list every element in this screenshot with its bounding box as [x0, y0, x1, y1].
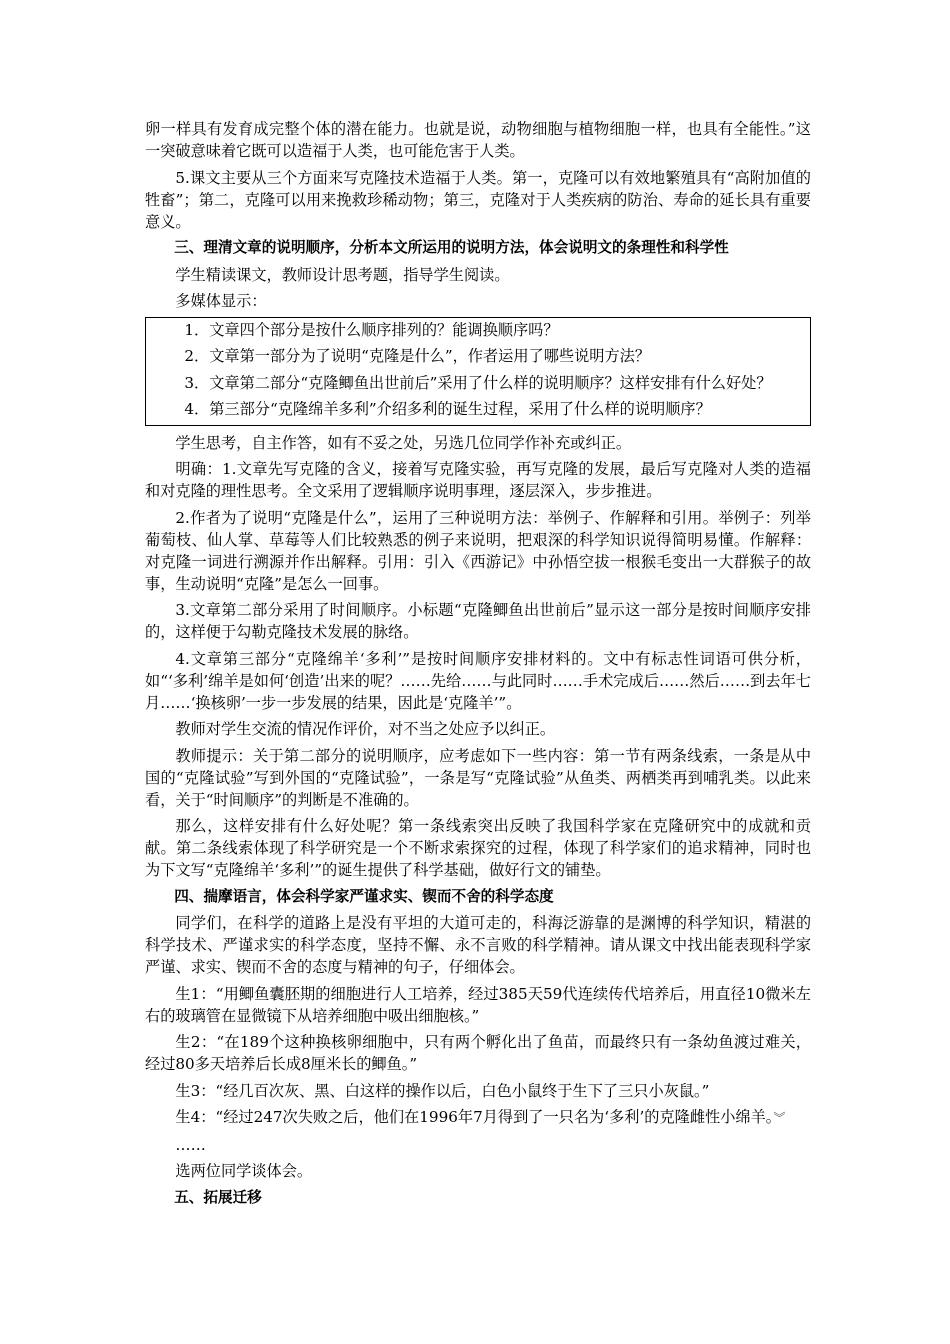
paragraph: 学生思考，自主作答，如有不妥之处，另选几位同学作补充或纠正。 — [175, 433, 632, 452]
document-page — [145, 118, 811, 1213]
paragraph: 4.文章第三部分“克隆绵羊‘多利’”是按时间顺序安排材料的。文中有标志性词语可供分析，如“‘多利’绵羊是如何‘创造’出来的呢？……先给……与此同时……手术完成后……然后……到去年七月……‘换核卵’一步一步发展的结果，因此是‘克隆羊’”。 — [145, 649, 811, 712]
paragraph: 那么，这样安排有什么好处呢？第一条线索突出反映了我国科学家在克隆研究中的成就和贡献。第二条线索体现了科学研究是一个不断求索探究的过程，体现了科学家们的追求精神，同时也为下文写“克隆绵羊‘多利’”的诞生提供了科学基础，做好行文的铺垫。 — [145, 817, 811, 879]
section-heading-5: 五、拓展迁移 — [174, 1188, 262, 1206]
box-question: 4．第三部分“克隆绵羊多利”介绍多利的诞生过程，采用了什么样的说明顺序？ — [184, 400, 711, 418]
paragraph: 3.文章第二部分采用了时间顺序。小标题“克隆鲫鱼出世前后”显示这一部分是按时间顺序安排的，这样便于勾勒克隆技术发展的脉络。 — [145, 601, 811, 641]
paragraph: 生1：“用鲫鱼囊胚期的细胞进行人工培养，经过385天59代连续传代培养后，用直径10微米左右的玻璃管在显微镜下从培养细胞中吸出细胞核。” — [145, 984, 811, 1025]
paragraph: 卵一样具有发育成完整个体的潜在能力。也就是说，动物细胞与植物细胞一样，也具有全能性。”这一突破意味着它既可以造福于人类，也可能危害于人类。 — [145, 120, 811, 160]
box-question: 2．文章第一部分为了说明“克隆是什么”，作者运用了哪些说明方法？ — [184, 347, 651, 365]
multimedia-question-box — [145, 317, 811, 426]
paragraph — [145, 1106, 811, 1129]
paragraph: 教师提示：关于第二部分的说明顺序，应考虑如下一些内容：第一节有两条线索，一条是从中国的“克隆试验”写到外国的“克隆试验”，一条是写“克隆试验”从鱼类、两栖类再到哺乳类。以此来看，关于“时间顺序”的判断是不准确的。 — [145, 746, 811, 809]
paragraph: 生2：“在189个这种换核卵细胞中，只有两个孵化出了鱼苗，而最终只有一条幼鱼渡过难关，经过80多天培养后长成8厘米长的鲫鱼。” — [145, 1033, 811, 1073]
paragraph: 多媒体显示： — [175, 292, 267, 310]
box-question: 3．文章第二部分“克隆鲫鱼出世前后”采用了什么样的说明顺序？这样安排有什么好处？ — [184, 373, 772, 392]
paragraph: 生3：“经几百次灰、黑、白这样的操作以后，白色小鼠终于生下了三只小灰鼠。” — [175, 1081, 710, 1100]
paragraph: 明确：1.文章先写克隆的含义，接着写克隆实验，再写克隆的发展，最后写克隆对人类的造福和对克隆的理性思考。全文采用了逻辑顺序说明事理，逐层深入，步步推进。 — [145, 460, 811, 500]
paragraph: 学生精读课文，教师设计思考题，指导学生阅读。 — [175, 265, 510, 284]
section-heading-3: 三、理清文章的说明顺序，分析本文所运用的说明方法，体会说明文的条理性和科学性 — [174, 239, 729, 256]
section-heading-4: 四、揣摩语言，体会科学家严谨求实、锲而不舍的科学态度 — [174, 887, 554, 905]
paragraph: …… — [175, 1135, 206, 1154]
paragraph: 选两位同学谈体会。 — [175, 1162, 313, 1180]
paragraph: 5.课文主要从三个方面来写克隆技术造福于人类。第一，克隆可以有效地繁殖具有“高附加值的牲畜”；第二，克隆可以用来挽救珍稀动物；第三，克隆对于人类疾病的防治、寿命的延长具有重要意义。 — [145, 168, 811, 231]
text-mark: ︾ — [773, 1111, 786, 1125]
paragraph-text: 生4：“经过247次失败之后，他们在1996年7月得到了一只名为‘多利’的克隆雌性小绵羊。 — [175, 1108, 774, 1126]
paragraph: 同学们，在科学的道路上是没有平坦的大道可走的，科海泛游靠的是渊博的科学知识，精湛的科学技术、严谨求实的科学态度，坚持不懈、永不言败的科学精神。请从课文中找出能表现科学家严谨、求实、锲而不舍的态度与精神的句子，仔细体会。 — [145, 914, 811, 976]
box-question: 1．文章四个部分是按什么顺序排列的？能调换顺序吗？ — [184, 320, 559, 339]
paragraph: 教师对学生交流的情况作评价，对不当之处应予以纠正。 — [175, 720, 556, 738]
paragraph: 2.作者为了说明“克隆是什么”，运用了三种说明方法：举例子、作解释和引用。举例子：列举葡萄枝、仙人掌、草莓等人们比较熟悉的例子来说明，把艰深的科学知识说得简明易懂。作解释：对克隆一词进行溯源并作出解释。引用：引入《西游记》中孙悟空拔一根猴毛变出一大群猴子的故事，生动说明“克隆”是怎么一回事。 — [145, 508, 811, 593]
